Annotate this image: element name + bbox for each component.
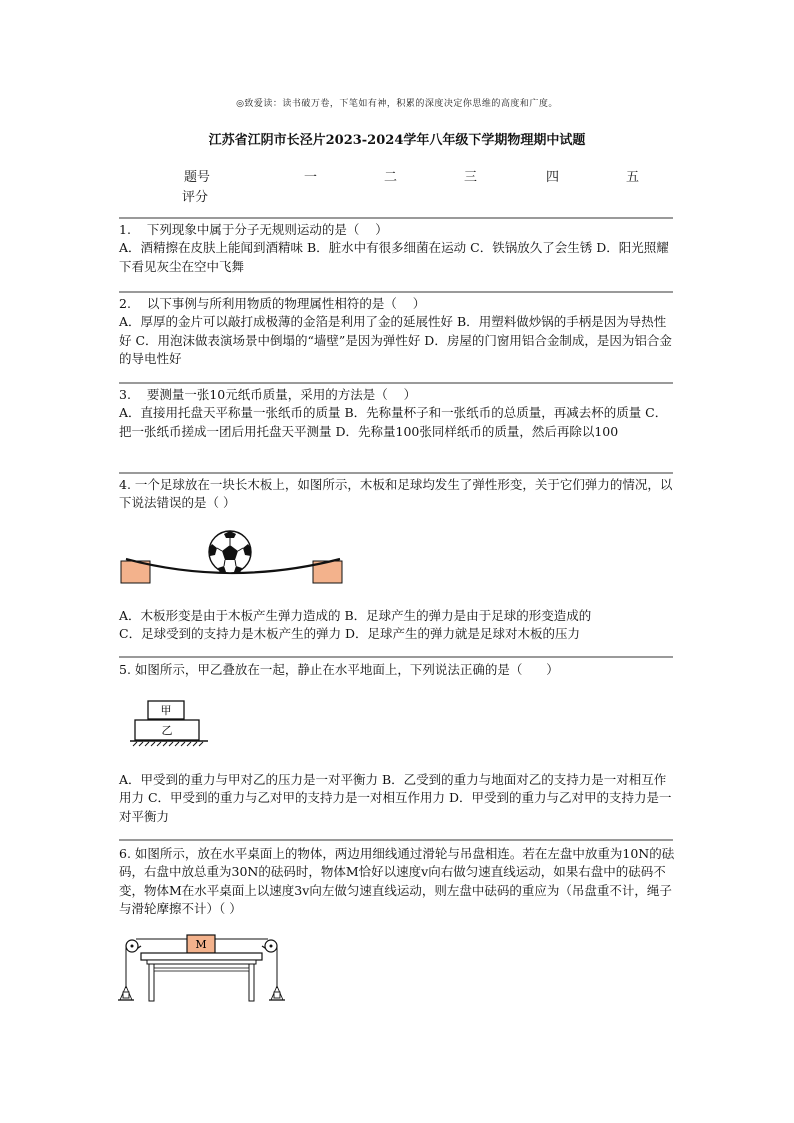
table-apron — [147, 960, 256, 964]
score-column: 五 — [626, 170, 640, 185]
table-leg-right — [249, 964, 254, 1001]
score-column: 三 — [464, 170, 478, 185]
question-options: A．木板形变是由于木板产生弹力造成的 B．足球产生的弹力是由于足球的形变造成的 — [119, 608, 592, 623]
score-row-label: 题号 — [184, 170, 211, 185]
question-stem: 5. 如图所示，甲乙叠放在一起，静止在水平地面上，下列说法正确的是（ ） — [119, 662, 559, 677]
question-3 — [119, 386, 675, 441]
left-hanging-pan-icon — [118, 986, 134, 1000]
score-label: 评分 — [182, 190, 209, 205]
left-pulley-icon — [126, 940, 141, 952]
divider — [119, 382, 673, 384]
question-options: A．酒精擦在皮肤上能闻到酒精味 B．脏水中有很多细菌在运动 C．铁锅放久了会生锈 D．阳光照耀下看见灰尘在空中飞舞 — [119, 240, 669, 274]
question-1 — [119, 221, 675, 276]
right-hanging-pan-icon — [269, 986, 285, 1000]
question-options: A．甲受到的重力与甲对乙的压力是一对平衡力 B．乙受到的重力与地面对乙的支持力是一对相互作用力 C．甲受到的重力与乙对甲的支持力是一对相互作用力 D．甲受到的重力与乙对甲的支持力是一对平衡力 — [119, 772, 672, 824]
score-column: 二 — [384, 170, 398, 185]
question-4-options — [119, 607, 675, 644]
question-5-options — [119, 771, 675, 826]
question-stem: 2. 以下事例与所利用物质的物理属性相符的是（ ） — [119, 296, 426, 311]
divider — [119, 839, 673, 841]
divider — [119, 656, 673, 658]
ball-on-board-figure — [118, 528, 358, 588]
block-jia-label: 甲 — [160, 704, 172, 717]
stacked-blocks-figure — [128, 698, 212, 748]
question-2 — [119, 295, 675, 369]
question-stem: 1. 下列现象中属于分子无规则运动的是（ ） — [119, 222, 388, 237]
block-yi-label: 乙 — [161, 724, 173, 737]
question-5 — [119, 661, 675, 679]
question-options: C．足球受到的支持力是木板产生的弹力 D．足球产生的弹力就是足球对木板的压力 — [119, 626, 581, 642]
question-options: A．直接用托盘天平称量一张纸币的质量 B．先称量杯子和一张纸币的总质量，再减去杯的质量 C．把一张纸币搓成一团后用托盘天平测量 D．先称量100张同样纸币的质量，然后再除以100 — [119, 405, 668, 439]
divider — [119, 472, 673, 474]
table-rail — [154, 968, 249, 971]
table-leg-left — [149, 964, 154, 1001]
pulley-table-figure — [118, 930, 288, 1002]
page-title: 江苏省江阴市长泾片2023-2024学年八年级下学期物理期中试题 — [208, 133, 586, 148]
table-top — [141, 953, 262, 960]
question-stem: 4. 一个足球放在一块长木板上，如图所示，木板和足球均发生了弹性形变，关于它们弹力的情况，以下说法错误的是（ ） — [119, 477, 673, 511]
question-options: A．厚厚的金片可以敲打成极薄的金箔是利用了金的延展性好 B．用塑料做炒锅的手柄是因为导热性好 C．用泡沫做表演场景中倒塌的“墙壁”是因为弹性好 D．房屋的门窗用铝合金制成，是因为铝合金的导电性好 — [119, 314, 672, 367]
block-m-label: M — [195, 938, 207, 951]
divider — [119, 217, 673, 219]
motto: ◎致爱读：读书破万卷，下笔如有神，积累的深度决定你思维的高度和广度。 — [236, 99, 558, 109]
score-column: 一 — [304, 170, 318, 185]
question-6 — [119, 845, 675, 919]
score-column: 四 — [546, 170, 560, 185]
question-4 — [119, 476, 675, 513]
ground-hatching — [133, 742, 203, 746]
right-pulley-icon — [262, 940, 277, 952]
divider — [119, 291, 673, 293]
question-stem: 3. 要测量一张10元纸币质量，采用的方法是（ ） — [119, 387, 417, 402]
question-stem: 6. 如图所示，放在水平桌面上的物体，两边用细线通过滑轮与吊盘相连。若在左盘中放重为10N的砝码，右盘中放总重为30N的砝码时，物体M恰好以速度v向右做匀速直线运动，如果右盘中的砝码不变，物体M在水平桌面上以速度3v向左做匀速直线运动，则左盘中砝码的重应为（吊盘重不计，绳子与滑轮摩擦不计）（ ） — [119, 846, 675, 917]
soccer-ball-icon — [209, 531, 251, 573]
